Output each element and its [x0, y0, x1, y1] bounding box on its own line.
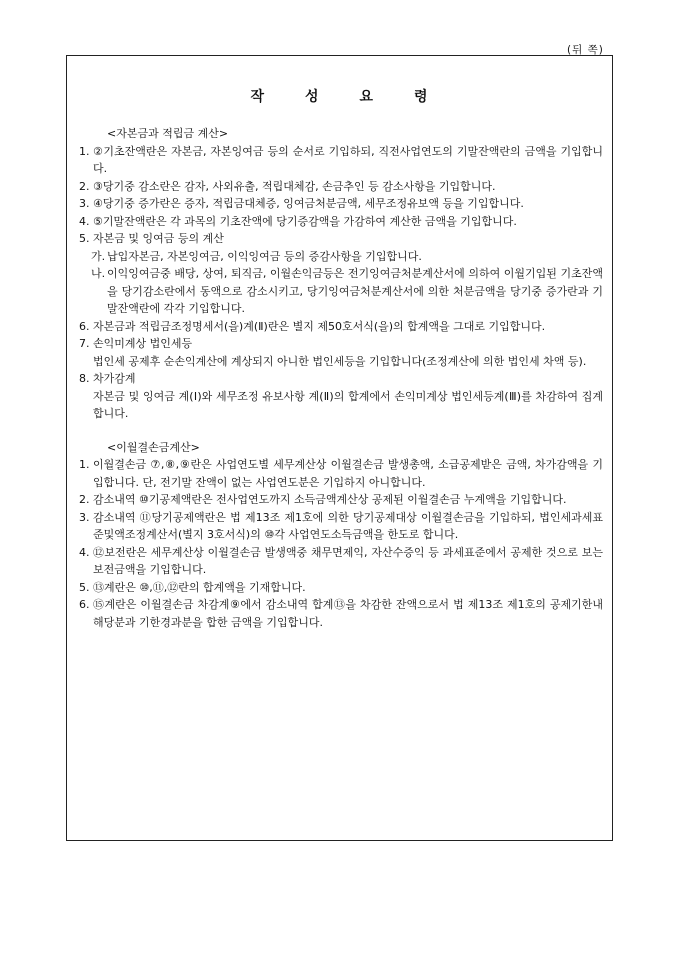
item-body: 법인세 공제후 순손익계산에 계상되지 아니한 법인세등을 기입합니다(조정계산에 의한 법인세 차액 등).	[93, 354, 587, 368]
item-text: 손익미계상 법인세등	[93, 337, 193, 350]
item-text: 감소내역 ⑪당기공제액란은 법 제13조 제1호에 의한 당기공제대상 이월결손금을 기입하되, 법인세과세표준및액조정계산서(별지 3호서식)의 ⑩각 사업연도소득금액을 한도로 합니다.	[93, 510, 603, 541]
list-item	[79, 596, 603, 631]
page-title	[67, 86, 612, 106]
list-item	[79, 143, 603, 178]
list-item	[79, 544, 603, 579]
sub-list-item	[79, 265, 603, 318]
sub-item-text: 이익잉여금중 배당, 상여, 퇴직금, 이월손익금등은 전기잉여금처분계산서에 의하여 이월기입된 기초잔액을 당기감소란에서 동액으로 감소시키고, 당기잉여금처분계산서에 의한 처분금액을 당기중 증가란과 기말잔액란에 각각 기입합니다.	[107, 267, 603, 315]
sub-list-item	[79, 248, 603, 266]
list-item	[79, 195, 603, 213]
item-text: ③당기중 감소란은 감자, 사외유출, 적립대체감, 손금추인 등 감소사항을 기입합니다.	[93, 179, 496, 193]
list-item	[79, 579, 603, 597]
item-number: 2.	[79, 493, 90, 506]
instructions-frame	[66, 55, 613, 841]
item-text: 차가감계	[93, 372, 136, 385]
list-item	[79, 456, 603, 491]
title-char: 령	[414, 89, 429, 105]
item-number: 4.	[79, 545, 90, 559]
item-number: 4.	[79, 214, 90, 228]
list-item	[79, 491, 603, 509]
item-number: 1.	[79, 144, 90, 158]
list-item	[79, 178, 603, 196]
item-text: 이월결손금 ⑦,⑧,⑨란은 사업연도별 세무계산상 이월결손금 발생총액, 소급공제받은 금액, 차가감액을 기입합니다. 단, 전기말 잔액이 없는 사업연도분은 기입하지 아니합니다.	[93, 458, 603, 489]
item-text: ②기초잔액란은 자본금, 자본잉여금 등의 순서로 기입하되, 직전사업연도의 기말잔액란의 금액을 기입합니다.	[93, 144, 603, 175]
item-body: 자본금 및 잉여금 계(Ⅰ)와 세무조정 유보사항 계(Ⅱ)의 합계에서 손익미계상 법인세등계(Ⅲ)를 차감하여 집계합니다.	[93, 389, 603, 420]
item-text: 자본금 및 잉여금 등의 계산	[93, 232, 224, 245]
instructions-body	[79, 125, 603, 631]
section-heading-capital: <자본금과 적립금 계산>	[107, 127, 229, 140]
list-item	[79, 230, 603, 248]
item-number: 1.	[79, 458, 90, 471]
item-number: 6.	[79, 319, 90, 333]
item-text: ⑮계란은 이월결손금 차감계⑨에서 감소내역 합계⑬을 차감한 잔액으로서 법 제13조 제1호의 공제기한내 해당분과 기한경과분을 합한 금액을 기입합니다.	[93, 598, 603, 629]
item-text: ④당기중 증가란은 증자, 적립금대체증, 잉여금처분금액, 세무조정유보액 등을 기입합니다.	[93, 197, 524, 210]
list-item	[79, 335, 603, 353]
item-text: ⑬계란은 ⑩,⑪,⑫란의 합계액을 기재합니다.	[93, 580, 306, 594]
title-char: 성	[304, 89, 320, 105]
list-item	[79, 509, 603, 544]
list-item	[79, 370, 603, 388]
sub-item-text: 납입자본금, 자본잉여금, 이익잉여금 등의 증감사항을 기입합니다.	[107, 249, 422, 263]
item-number: 8.	[79, 372, 90, 385]
page-side-note: (뒤 쪽)	[567, 44, 604, 56]
item-number: 6.	[79, 598, 90, 611]
title-char: 요	[359, 89, 375, 105]
item-text: ⑫보전란은 세무계산상 이월결손금 발생액중 채무면제익, 자산수증익 등 과세표준에서 공제한 것으로 보는 보전금액을 기입합니다.	[93, 545, 603, 576]
item-number: 7.	[79, 337, 90, 350]
item-number: 5.	[79, 232, 90, 245]
item-number: 5.	[79, 580, 90, 594]
item-number: 3.	[79, 197, 90, 210]
section-heading-losses: <이월결손금계산>	[107, 440, 200, 454]
sub-item-number: 나.	[91, 267, 106, 280]
item-number: 2.	[79, 179, 90, 193]
item-text: 자본금과 적립금조정명세서(을)계(Ⅱ)란은 별지 제50호서식(을)의 합계액을 그대로 기입합니다.	[93, 319, 546, 333]
item-text: 감소내역 ⑩기공제액란은 전사업연도까지 소득금액계산상 공제된 이월결손금 누계액을 기입합니다.	[93, 493, 567, 506]
item-text: ⑤기말잔액란은 각 과목의 기초잔액에 당기증감액을 가감하여 계산한 금액을 기입합니다.	[93, 214, 517, 228]
list-item	[79, 213, 603, 231]
title-char: 작	[250, 89, 265, 105]
item-number: 3.	[79, 510, 90, 524]
sub-item-number: 가.	[91, 249, 106, 263]
list-item	[79, 318, 603, 336]
